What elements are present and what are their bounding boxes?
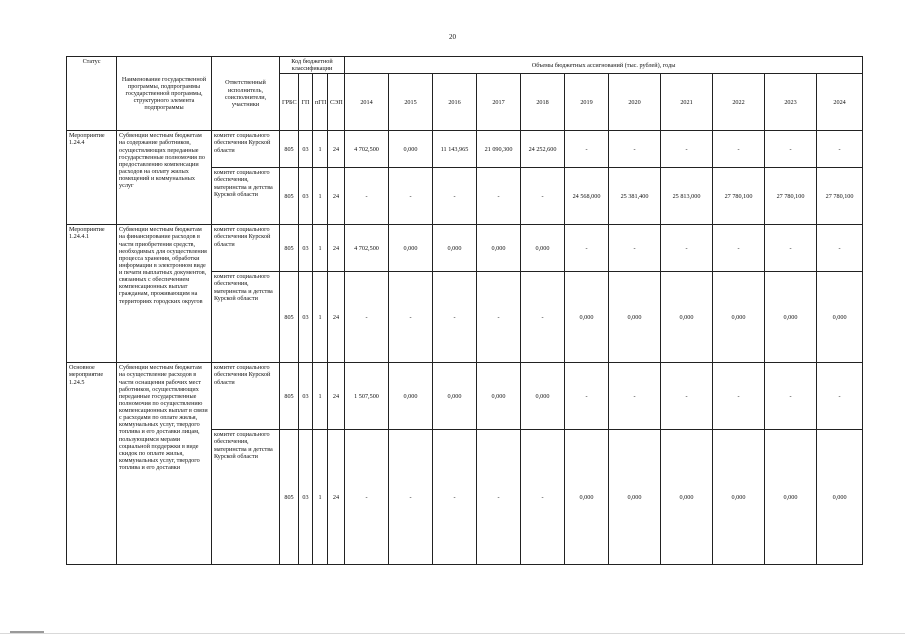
code-cell: 03 — [299, 272, 313, 363]
header-year: 2023 — [765, 74, 817, 131]
header-year: 2015 — [389, 74, 433, 131]
value-cell: 0,000 — [521, 225, 565, 272]
value-cell: 0,000 — [433, 363, 477, 430]
value-cell: - — [817, 131, 863, 168]
value-cell: - — [817, 225, 863, 272]
value-cell: 0,000 — [817, 430, 863, 565]
code-cell: 24 — [328, 131, 345, 168]
page-bottom-edge — [0, 633, 905, 634]
header-code-pgp: пГП — [313, 74, 328, 131]
budget-table — [66, 56, 863, 565]
value-cell: 0,000 — [609, 430, 661, 565]
table-row — [67, 363, 863, 430]
value-cell: 0,000 — [661, 430, 713, 565]
code-cell: 24 — [328, 168, 345, 225]
row-name: Субвенции местным бюджетам на осуществление расходов в части оснащения рабочих мест работников, осуществляющих переданные государственные полномочия по осуществлению компенсационных выплат в связи с расходами по оплате жилья, коммунальных услуг, твердого топлива и его доставки лицам, пользующимся мерами социальной поддержки в виде скидок по оплате жилья, коммунальных услуг, твердого топлива и его доставки — [117, 363, 212, 565]
code-cell: 805 — [280, 272, 299, 363]
value-cell: 24 568,000 — [565, 168, 609, 225]
value-cell: 27 780,100 — [765, 168, 817, 225]
page-number: 20 — [449, 33, 456, 41]
code-cell: 805 — [280, 225, 299, 272]
code-cell: 1 — [313, 430, 328, 565]
value-cell: - — [521, 168, 565, 225]
row-status: Мероприятие 1.24.4 — [67, 131, 117, 225]
value-cell: - — [477, 272, 521, 363]
value-cell: - — [765, 131, 817, 168]
header-year: 2017 — [477, 74, 521, 131]
table-row — [67, 225, 863, 272]
code-cell: 805 — [280, 131, 299, 168]
value-cell: - — [345, 168, 389, 225]
code-cell: 03 — [299, 363, 313, 430]
header-year: 2022 — [713, 74, 765, 131]
header-year: 2016 — [433, 74, 477, 131]
value-cell: 0,000 — [661, 272, 713, 363]
value-cell: - — [713, 225, 765, 272]
value-cell: - — [433, 272, 477, 363]
value-cell: 0,000 — [389, 225, 433, 272]
value-cell: 0,000 — [713, 430, 765, 565]
row-executor: комитет социального обеспечения Курской области — [212, 225, 280, 272]
value-cell: 0,000 — [477, 363, 521, 430]
code-cell: 1 — [313, 131, 328, 168]
value-cell: - — [713, 363, 765, 430]
row-name: Субвенции местным бюджетам на содержание работников, осуществляющих переданные государственные полномочия по предоставлению компенсации расходов на оплату жилых помещений и коммунальных услуг — [117, 131, 212, 225]
code-cell: 805 — [280, 168, 299, 225]
code-cell: 24 — [328, 272, 345, 363]
value-cell: - — [609, 363, 661, 430]
code-cell: 03 — [299, 131, 313, 168]
code-cell: 805 — [280, 363, 299, 430]
code-cell: 03 — [299, 225, 313, 272]
value-cell: - — [477, 168, 521, 225]
value-cell: 0,000 — [817, 272, 863, 363]
value-cell: 0,000 — [389, 363, 433, 430]
code-cell: 24 — [328, 363, 345, 430]
value-cell: - — [389, 272, 433, 363]
value-cell: - — [817, 363, 863, 430]
value-cell: - — [565, 131, 609, 168]
value-cell: - — [565, 363, 609, 430]
value-cell: 0,000 — [389, 131, 433, 168]
row-name: Субвенции местным бюджетам на финансирование расходов в части приобретения средств, необходимых для осуществления процесса хранения, обработки информации в электронном виде и печати выплатных документов, связанных с обеспечением компенсационных выплат гражданам, проживающим на территориях городских округов — [117, 225, 212, 363]
header-year: 2018 — [521, 74, 565, 131]
scan-artifact — [10, 631, 44, 633]
row-status: Основное мероприятие 1.24.5 — [67, 363, 117, 565]
row-status: Мероприятие 1.24.4.1 — [67, 225, 117, 363]
table-row — [67, 131, 863, 168]
code-cell: 805 — [280, 430, 299, 565]
header-name: Наименование государственной программы, подпрограммы государственной программы, структурного элемента подпрограммы — [117, 57, 212, 131]
header-status: Статус — [67, 57, 117, 131]
row-executor: комитет социального обеспечения Курской области — [212, 363, 280, 430]
value-cell: 0,000 — [565, 430, 609, 565]
value-cell: 0,000 — [565, 272, 609, 363]
code-cell: 24 — [328, 225, 345, 272]
header-year: 2021 — [661, 74, 713, 131]
code-cell: 03 — [299, 430, 313, 565]
value-cell: - — [661, 363, 713, 430]
value-cell: 1 507,500 — [345, 363, 389, 430]
value-cell: - — [345, 272, 389, 363]
value-cell: - — [661, 225, 713, 272]
value-cell: 25 381,400 — [609, 168, 661, 225]
header-code-group: Код бюджетной классификации — [280, 57, 345, 74]
value-cell: - — [765, 363, 817, 430]
value-cell: 4 702,500 — [345, 131, 389, 168]
value-cell: 27 780,100 — [817, 168, 863, 225]
header-code-grbs: ГРБС — [280, 74, 299, 131]
value-cell: - — [345, 430, 389, 565]
value-cell: - — [521, 272, 565, 363]
code-cell: 24 — [328, 430, 345, 565]
value-cell: 21 090,300 — [477, 131, 521, 168]
code-cell: 1 — [313, 225, 328, 272]
value-cell: - — [609, 131, 661, 168]
value-cell: 0,000 — [765, 272, 817, 363]
header-year: 2014 — [345, 74, 389, 131]
value-cell: 25 813,000 — [661, 168, 713, 225]
value-cell: - — [713, 131, 765, 168]
value-cell: 0,000 — [477, 225, 521, 272]
value-cell: - — [565, 225, 609, 272]
value-cell: 27 780,100 — [713, 168, 765, 225]
header-year: 2020 — [609, 74, 661, 131]
value-cell: 0,000 — [521, 363, 565, 430]
value-cell: - — [521, 430, 565, 565]
value-cell: - — [477, 430, 521, 565]
row-executor: комитет социального обеспечения, материнства и детства Курской области — [212, 272, 280, 363]
value-cell: - — [389, 430, 433, 565]
value-cell: - — [433, 430, 477, 565]
row-executor: комитет социального обеспечения, материнства и детства Курской области — [212, 430, 280, 565]
value-cell: - — [389, 168, 433, 225]
header-year: 2024 — [817, 74, 863, 131]
code-cell: 1 — [313, 168, 328, 225]
value-cell: - — [433, 168, 477, 225]
code-cell: 03 — [299, 168, 313, 225]
value-cell: 0,000 — [713, 272, 765, 363]
value-cell: 0,000 — [433, 225, 477, 272]
value-cell: - — [609, 225, 661, 272]
value-cell: - — [661, 131, 713, 168]
header-year: 2019 — [565, 74, 609, 131]
row-executor: комитет социального обеспечения Курской области — [212, 131, 280, 168]
header-code-sep: СЭП — [328, 74, 345, 131]
row-executor: комитет социального обеспечения, материнства и детства Курской области — [212, 168, 280, 225]
header-volumes-group: Объемы бюджетных ассигнований (тыс. рублей), годы — [345, 57, 863, 74]
value-cell: 0,000 — [765, 430, 817, 565]
value-cell: 11 143,965 — [433, 131, 477, 168]
value-cell: 4 702,500 — [345, 225, 389, 272]
header-executor: Ответственный исполнитель, соисполнители, участники — [212, 57, 280, 131]
code-cell: 1 — [313, 272, 328, 363]
value-cell: 24 252,600 — [521, 131, 565, 168]
value-cell: - — [765, 225, 817, 272]
code-cell: 1 — [313, 363, 328, 430]
header-code-gp: ГП — [299, 74, 313, 131]
value-cell: 0,000 — [609, 272, 661, 363]
